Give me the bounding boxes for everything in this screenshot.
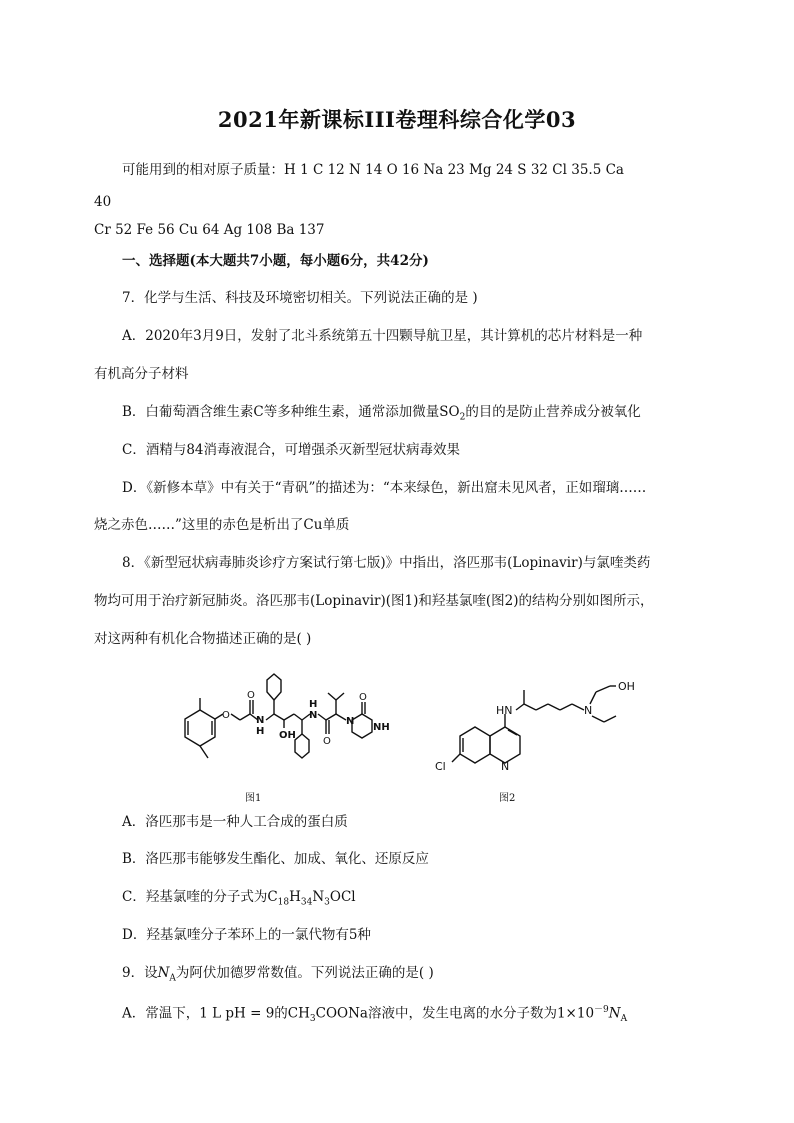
formula-tail: OCl xyxy=(329,889,356,905)
q8-option-d: D．羟基氯喹分子苯环上的一氯代物有5种 xyxy=(122,927,371,943)
figure-1-lopinavir-structure xyxy=(170,660,410,788)
fig1-atom-o3: O xyxy=(323,736,331,747)
fig1-atom-o1: O xyxy=(222,710,230,721)
q7-option-a-cont: 有机高分子材料 xyxy=(94,366,189,382)
fig1-atom-n2: N xyxy=(309,710,318,721)
fig1-atom-o4: O xyxy=(359,692,367,703)
atomic-mass-line-2: 40 xyxy=(94,194,112,210)
q7-option-b-text-end: 的目的是防止营养成分被氧化 xyxy=(465,404,641,420)
fig1-atom-n3: N xyxy=(346,716,355,727)
q8-option-c-text: C．羟基氯喹的分子式为C xyxy=(122,889,278,905)
fig1-atom-n1: N xyxy=(256,715,265,726)
q7-option-b xyxy=(122,403,641,427)
fig1-atom-o2: O xyxy=(247,690,255,701)
figure-2-hydroxychloroquine-structure xyxy=(430,670,650,788)
q9-option-a xyxy=(122,1001,627,1028)
fig2-atom-cl: Cl xyxy=(435,760,446,773)
q7-option-b-text: B．白葡萄酒含维生素C等多种维生素，通常添加微量SO xyxy=(122,404,460,420)
section-heading: 一、选择题(本大题共7小题，每小题6分，共42分) xyxy=(122,253,429,269)
q8-stem-2: 物均可用于治疗新冠肺炎。洛匹那韦(Lopinavir)(图1)和羟基氯喹(图2)的结构分别如图所示， xyxy=(94,593,654,609)
subscript: 34 xyxy=(300,897,313,908)
element-symbol: N xyxy=(312,889,325,905)
fig2-atom-n1: N xyxy=(584,704,593,717)
q9-option-a-text: A．常温下，1 L pH = 9的CH xyxy=(122,1005,310,1022)
figure-1-caption: 图1 xyxy=(245,793,262,804)
page-title: 2021年新课标III卷理科综合化学03 xyxy=(217,107,577,132)
q7-option-d: D．《新修本草》中有关于“青矾”的描述为：“本来绿色，新出窟未见风者，正如瑠璃…… xyxy=(122,480,647,496)
subscript: 3 xyxy=(309,1014,316,1025)
superscript: －9 xyxy=(594,1005,609,1015)
avogadro-symbol: N xyxy=(608,1005,621,1022)
q8-option-c xyxy=(122,888,356,912)
fig1-atom-h2: H xyxy=(309,699,318,710)
fig1-atom-h1: H xyxy=(256,726,265,737)
q7-option-a: A．2020年3月9日，发射了北斗系统第五十四颗导航卫星，其计算机的芯片材料是一种 xyxy=(122,328,643,344)
fig1-atom-nh: NH xyxy=(373,722,390,733)
figure-2-caption: 图2 xyxy=(499,793,516,804)
q9-stem-text: 9．设 xyxy=(122,965,158,981)
q9-stem xyxy=(122,964,434,988)
fig2-atom-hn: HN xyxy=(496,704,513,717)
subscript: 3 xyxy=(324,897,330,908)
avogadro-symbol: N xyxy=(157,965,170,981)
subscript: 18 xyxy=(277,897,290,908)
q8-option-a: A．洛匹那韦是一种人工合成的蛋白质 xyxy=(122,814,348,830)
q7-option-d-cont: 烧之赤色……”这里的赤色是析出了Cu单质 xyxy=(94,517,350,533)
q9-stem-text-end: 为阿伏加德罗常数值。下列说法正确的是( ) xyxy=(175,965,434,981)
q9-option-a-text-mid: COONa溶液中，发生电离的水分子数为1×10 xyxy=(315,1005,595,1022)
atomic-mass-line-1: 可能用到的相对原子质量：H 1 C 12 N 14 O 16 Na 23 Mg 24 S 32 Cl 35.5 Ca xyxy=(122,162,624,178)
fig2-atom-oh: OH xyxy=(618,680,635,693)
q7-stem: 7．化学与生活、科技及环境密切相关。下列说法正确的是 ) xyxy=(122,290,478,306)
fig1-atom-oh: OH xyxy=(279,730,296,741)
q7-option-c: C．酒精与84消毒液混合，可增强杀灭新型冠状病毒效果 xyxy=(122,442,461,458)
subscript: 2 xyxy=(459,412,466,423)
subscript: A xyxy=(169,973,176,984)
q8-stem-3: 对这两种有机化合物描述正确的是( ) xyxy=(94,631,312,647)
fig2-atom-n2: N xyxy=(501,760,510,773)
q8-option-b: B．洛匹那韦能够发生酯化、加成、氧化、还原反应 xyxy=(122,851,429,867)
element-symbol: H xyxy=(289,889,301,905)
q8-stem-1: 8．《新型冠状病毒肺炎诊疗方案试行第七版)》中指出，洛匹那韦(Lopinavir)与氯喹类药 xyxy=(122,555,651,571)
subscript: A xyxy=(620,1014,628,1025)
atomic-mass-line-3: Cr 52 Fe 56 Cu 64 Ag 108 Ba 137 xyxy=(94,222,325,238)
